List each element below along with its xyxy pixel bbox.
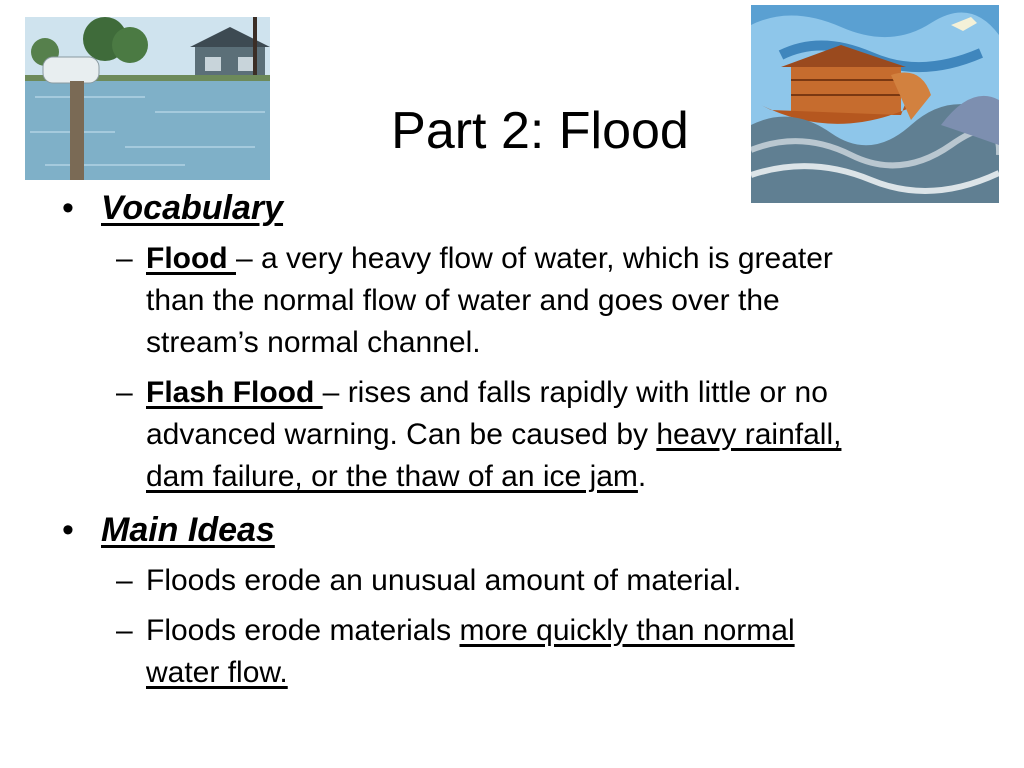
- term-flood: Flood: [146, 242, 236, 275]
- causes-underlined: heavy rainfall, dam failure, or the thaw of an ice jam: [146, 418, 842, 493]
- vocab-item-flood: – Flood – a very heavy flow of water, which is greater than the normal flow of water and goes over the stream’s normal channel.: [116, 242, 833, 359]
- main-idea-2: – Floods erode materials more quickly than normal water flow.: [116, 614, 795, 689]
- bullet-dot: •: [62, 511, 74, 549]
- definition-flood: – a very heavy flow of water, which is greater than the normal flow of water and goes over the stream’s normal channel.: [146, 242, 833, 359]
- bullet-main-ideas: [60, 508, 960, 552]
- term-flash-flood: Flash Flood: [146, 376, 323, 409]
- main-idea-text: Floods erode an unusual amount of material.: [146, 564, 742, 597]
- bullet-dot: •: [62, 189, 74, 227]
- heading-main-ideas: Main Ideas: [101, 511, 275, 549]
- vocab-item-flash-flood: – Flash Flood – rises and falls rapidly with little or no advanced warning. Can be caused by heavy rainfall, dam failure, or the thaw of an ice jam.: [116, 376, 842, 493]
- slide-body: [60, 186, 960, 694]
- main-idea-1: – Floods erode an unusual amount of material.: [116, 564, 742, 597]
- slide-title: Part 2: Flood: [391, 101, 689, 160]
- bullet-vocabulary: [60, 186, 960, 230]
- ark-clipart: [751, 5, 999, 203]
- flooded-house-photo: [25, 17, 270, 180]
- definition-flash-flood: – rises and falls rapidly with little or no advanced warning. Can be caused by: [146, 376, 828, 451]
- heading-vocabulary: Vocabulary: [101, 189, 284, 227]
- main-idea-text: Floods erode materials: [146, 614, 460, 647]
- main-idea-underlined: more quickly than normal water flow.: [146, 614, 795, 689]
